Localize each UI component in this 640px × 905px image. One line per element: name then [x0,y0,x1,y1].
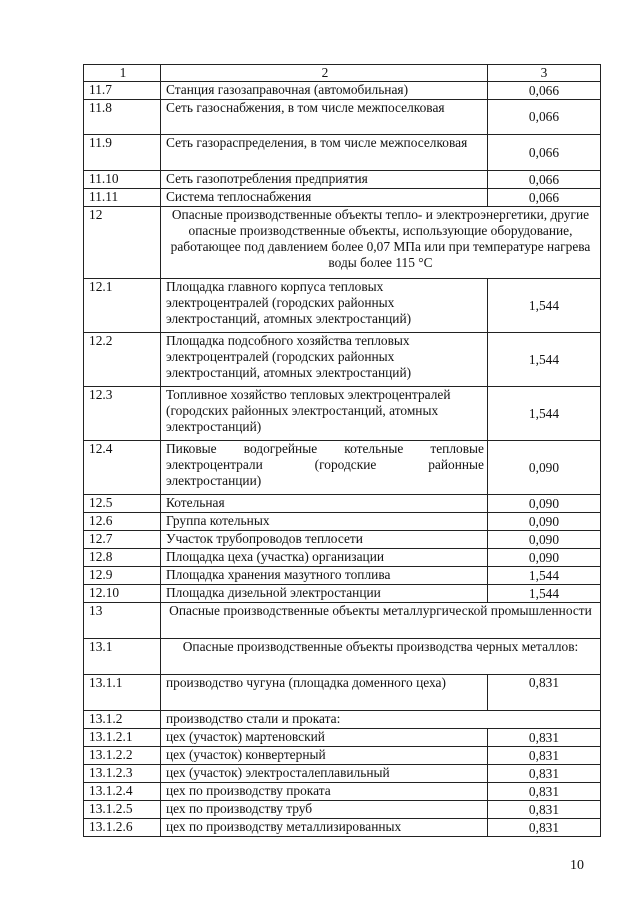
row-number: 12.3 [84,387,161,441]
row-number: 11.8 [84,100,161,135]
table-row [84,513,601,531]
row-value: 0,090 [488,513,601,531]
row-number: 12.4 [84,441,161,495]
row-number: 12.2 [84,333,161,387]
row-value: 1,544 [488,279,601,333]
row-number: 12.7 [84,531,161,549]
table-row [84,711,601,729]
row-value: 0,090 [488,441,601,495]
row-name: Сеть газораспределения, в том числе межпоселковая [161,135,488,171]
row-value: 0,066 [488,100,601,135]
row-name: Сеть газопотребления предприятия [161,171,488,189]
table-row [84,549,601,567]
table-row [84,765,601,783]
row-value: 0,831 [488,819,601,837]
row-name: Группа котельных [161,513,488,531]
table-row [84,747,601,765]
row-name: Площадка дизельной электростанции [161,585,488,603]
row-name: цех (участок) конвертерный [161,747,488,765]
row-name: производство чугуна (площадка доменного цеха) [161,675,488,711]
row-name: Площадка цеха (участка) организации [161,549,488,567]
row-number: 13.1.2.2 [84,747,161,765]
table-row [84,189,601,207]
row-name: Сеть газоснабжения, в том числе межпоселковая [161,100,488,135]
table-row [84,801,601,819]
section-title: Опасные производственные объекты металлургической промышленности [161,603,601,639]
row-number: 12.6 [84,513,161,531]
row-number: 12.5 [84,495,161,513]
row-number: 11.9 [84,135,161,171]
row-number: 13.1 [84,639,161,675]
row-value: 0,831 [488,675,601,711]
section-title: Опасные производственные объекты производства черных металлов: [161,639,601,675]
row-number: 13.1.2.5 [84,801,161,819]
row-value: 1,544 [488,585,601,603]
table-row [84,279,601,333]
table-row [84,567,601,585]
row-number: 13.1.2.4 [84,783,161,801]
row-value: 0,831 [488,783,601,801]
row-number: 11.7 [84,82,161,100]
page-number: 10 [570,858,584,873]
row-value: 1,544 [488,333,601,387]
row-name: Площадка главного корпуса тепловых электроцентралей (городских районных электростанций, атомных электростанций) [161,279,488,333]
section-row [84,207,601,279]
row-number: 12.10 [84,585,161,603]
row-name: Котельная [161,495,488,513]
row-number: 11.10 [84,171,161,189]
row-name: цех (участок) мартеновский [161,729,488,747]
row-name: Топливное хозяйство тепловых электроцентралей (городских районных электростанций, атомных электростанций) [161,387,488,441]
table-row [84,531,601,549]
row-number: 13.1.2.6 [84,819,161,837]
table-row [84,333,601,387]
row-number: 12.9 [84,567,161,585]
table-row [84,171,601,189]
row-name: цех по производству проката [161,783,488,801]
row-value: 1,544 [488,387,601,441]
row-number: 13.1.1 [84,675,161,711]
row-name: цех по производству труб [161,801,488,819]
row-value: 0,066 [488,82,601,100]
section-row [84,639,601,675]
table-row [84,441,601,495]
row-value: 0,831 [488,747,601,765]
row-name: Площадка хранения мазутного топлива [161,567,488,585]
row-name: Пиковые водогрейные котельные тепловые электроцентрали (городские районные электростанции) [161,441,488,495]
row-number: 13 [84,603,161,639]
row-number: 12 [84,207,161,279]
table-row [84,387,601,441]
table-row [84,100,601,135]
table-row [84,82,601,100]
row-value: 0,066 [488,135,601,171]
row-number: 13.1.2 [84,711,161,729]
row-value: 0,066 [488,189,601,207]
row-value: 0,831 [488,765,601,783]
header-col-1: 1 [84,65,161,82]
table-row [84,585,601,603]
row-value: 0,066 [488,171,601,189]
section-title: Опасные производственные объекты тепло- и электроэнергетики, другие опасные производственные объекты, использующие оборудование, работающее под давлением более 0,07 МПа или при температуре нагрева воды более 115 °С [161,207,601,279]
section-row [84,603,601,639]
table-row [84,729,601,747]
row-number: 12.8 [84,549,161,567]
row-name: цех по производству металлизированных [161,819,488,837]
header-col-3: 3 [488,65,601,82]
table-row [84,819,601,837]
row-name: производство стали и проката: [161,711,601,729]
table-row [84,135,601,171]
row-number: 13.1.2.3 [84,765,161,783]
row-name: Участок трубопроводов теплосети [161,531,488,549]
row-value: 0,831 [488,801,601,819]
row-value: 0,831 [488,729,601,747]
table-row [84,675,601,711]
row-name: Система теплоснабжения [161,189,488,207]
row-name: Станция газозаправочная (автомобильная) [161,82,488,100]
row-number: 11.11 [84,189,161,207]
row-name: цех (участок) электросталеплавильный [161,765,488,783]
row-number: 12.1 [84,279,161,333]
row-value: 0,090 [488,495,601,513]
row-value: 0,090 [488,549,601,567]
table-row [84,783,601,801]
header-col-2: 2 [161,65,488,82]
row-name: Площадка подсобного хозяйства тепловых электроцентралей (городских районных электростанций, атомных электростанций) [161,333,488,387]
table-header-row [84,65,601,82]
tariff-table [83,64,601,837]
row-value: 1,544 [488,567,601,585]
table-row [84,495,601,513]
row-value: 0,090 [488,531,601,549]
row-number: 13.1.2.1 [84,729,161,747]
